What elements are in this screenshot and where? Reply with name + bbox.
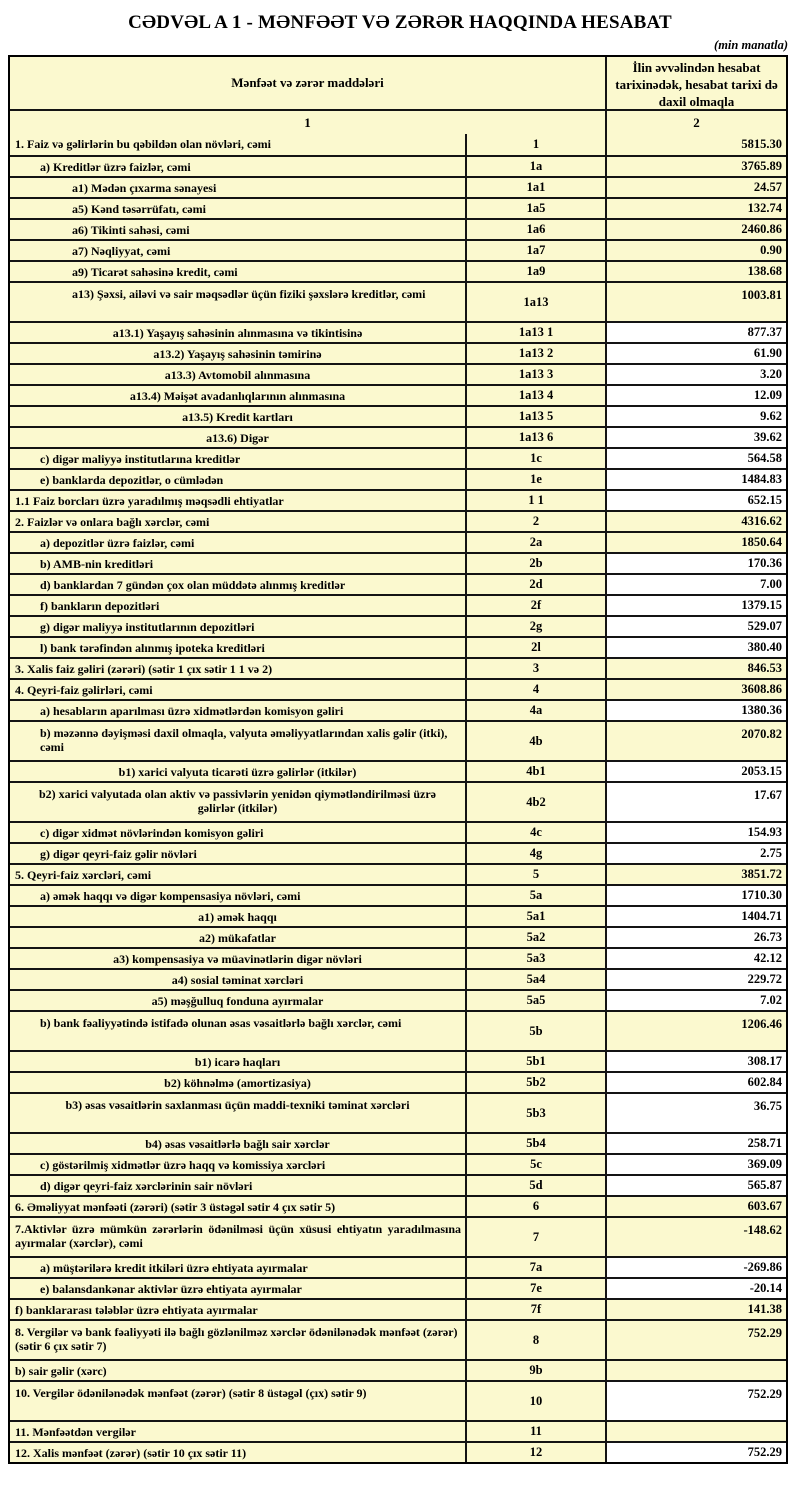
table-row [10, 1010, 786, 1050]
table-row [10, 260, 786, 281]
row-code-cell: 1a5 [465, 199, 605, 218]
table-row [10, 531, 786, 552]
row-code-cell: 7e [465, 1279, 605, 1298]
table-row [10, 321, 786, 342]
row-value-cell: 24.57 [605, 178, 786, 197]
table-row [10, 1380, 786, 1420]
row-label-cell: b) sair gəlir (xərc) [10, 1361, 465, 1380]
table-row [10, 134, 786, 155]
row-label-cell: a9) Ticarət sahəsinə kredit, cəmi [10, 262, 465, 281]
row-label-cell: c) göstərilmiş xidmətlər üzrə haqq və komissiya xərcləri [10, 1155, 465, 1174]
row-code-cell: 1a13 2 [465, 344, 605, 363]
table-row [10, 821, 786, 842]
row-label-cell: a3) kompensasiya və müavinətlərin digər növləri [10, 949, 465, 968]
row-label-cell: a6) Tikinti sahəsi, cəmi [10, 220, 465, 239]
row-code-cell: 5c [465, 1155, 605, 1174]
table-header-row [10, 57, 786, 109]
row-label-cell: b3) əsas vəsaitlərin saxlanması üçün maddi-texniki təminat xərcləri [10, 1094, 465, 1132]
row-label-cell: 6. Əməliyyat mənfəəti (zərəri) (sətir 3 üstəgəl sətir 4 çıx sətir 5) [10, 1197, 465, 1216]
row-label-cell: a13) Şəxsi, ailəvi və sair məqsədlər üçün fiziki şəxslərə kreditlər, cəmi [10, 283, 465, 321]
row-label-cell: a2) mükafatlar [10, 928, 465, 947]
row-value-cell: 877.37 [605, 323, 786, 342]
row-code-cell: 2l [465, 638, 605, 657]
row-value-cell [605, 1422, 786, 1441]
table-row [10, 1195, 786, 1216]
row-label-cell: d) banklardan 7 gündən çox olan müddətə alınmış kreditlər [10, 575, 465, 594]
row-value-cell: 2.75 [605, 844, 786, 863]
row-code-cell: 2g [465, 617, 605, 636]
row-code-cell: 4a [465, 701, 605, 720]
row-code-cell: 8 [465, 1321, 605, 1359]
row-label-cell: g) digər qeyri-faiz gəlir növləri [10, 844, 465, 863]
table-column-number-row [10, 109, 786, 134]
row-code-cell: 1c [465, 449, 605, 468]
row-code-cell: 5d [465, 1176, 605, 1195]
row-label-cell: b) bank fəaliyyətində istifadə olunan əsas vəsaitlərlə bağlı xərclər, cəmi [10, 1012, 465, 1050]
row-code-cell: 4c [465, 823, 605, 842]
row-value-cell: 380.40 [605, 638, 786, 657]
row-code-cell: 1a13 3 [465, 365, 605, 384]
row-label-cell: a) müştərilərə kredit itkiləri üzrə ehtiyata ayırmalar [10, 1258, 465, 1277]
row-value-cell: 2053.15 [605, 762, 786, 781]
table-row [10, 363, 786, 384]
unit-note: (min manatla) [714, 38, 788, 52]
row-value-cell: 565.87 [605, 1176, 786, 1195]
row-value-cell: 138.68 [605, 262, 786, 281]
table-row [10, 760, 786, 781]
row-code-cell: 5b2 [465, 1073, 605, 1092]
row-value-cell: 26.73 [605, 928, 786, 947]
row-value-cell: 154.93 [605, 823, 786, 842]
table-row [10, 657, 786, 678]
row-label-cell: c) digər maliyyə institutlarına kreditlər [10, 449, 465, 468]
row-code-cell: 2f [465, 596, 605, 615]
table-row [10, 1256, 786, 1277]
table-row [10, 239, 786, 260]
row-label-cell: e) banklarda depozitlər, o cümlədən [10, 470, 465, 489]
table-row [10, 1298, 786, 1319]
row-value-cell: 3765.89 [605, 157, 786, 176]
row-value-cell: 846.53 [605, 659, 786, 678]
row-value-cell: 1850.64 [605, 533, 786, 552]
row-code-cell: 1 1 [465, 491, 605, 510]
row-code-cell: 2b [465, 554, 605, 573]
row-code-cell: 1 [465, 134, 605, 155]
row-value-cell: 61.90 [605, 344, 786, 363]
row-label-cell: f) banklararası tələblər üzrə ehtiyata ayırmalar [10, 1300, 465, 1319]
row-value-cell: 752.29 [605, 1321, 786, 1359]
row-code-cell: 7 [465, 1218, 605, 1256]
row-label-cell: 1. Faiz və gəlirlərin bu qəbildən olan növləri, cəmi [10, 134, 465, 155]
table-row [10, 489, 786, 510]
row-value-cell: 0.90 [605, 241, 786, 260]
row-label-cell: 7.Aktivlər üzrə mümkün zərərlərin ödənilməsi üçün xüsusi ehtiyatın yaradılmasına ayırmalar (xərclər), cəmi [10, 1218, 465, 1256]
table-row [10, 1174, 786, 1195]
row-code-cell: 1a13 [465, 283, 605, 321]
table-row [10, 155, 786, 176]
table-row [10, 342, 786, 363]
row-code-cell: 2a [465, 533, 605, 552]
table-row [10, 218, 786, 239]
row-label-cell: g) digər maliyyə institutlarının depozitləri [10, 617, 465, 636]
table-row [10, 197, 786, 218]
row-value-cell: 564.58 [605, 449, 786, 468]
row-value-cell: 3.20 [605, 365, 786, 384]
row-label-cell: a1) Mədən çıxarma sənayesi [10, 178, 465, 197]
row-code-cell: 5b1 [465, 1052, 605, 1071]
row-value-cell: 12.09 [605, 386, 786, 405]
row-label-cell: a5) məşğulluq fonduna ayırmalar [10, 991, 465, 1010]
row-code-cell: 5a3 [465, 949, 605, 968]
table-row [10, 281, 786, 321]
row-value-cell: 1404.71 [605, 907, 786, 926]
row-value-cell: 3608.86 [605, 680, 786, 699]
row-label-cell: b2) köhnəlmə (amortizasiya) [10, 1073, 465, 1092]
table-row [10, 884, 786, 905]
row-code-cell: 10 [465, 1382, 605, 1420]
row-label-cell: 1.1 Faiz borcları üzrə yaradılmış məqsədli ehtiyatlar [10, 491, 465, 510]
row-code-cell: 4b1 [465, 762, 605, 781]
table-body [10, 134, 786, 1462]
row-value-cell: 1003.81 [605, 283, 786, 321]
row-label-cell: 10. Vergilər ödənilənədək mənfəət (zərər) (sətir 8 üstəgəl (çıx) sətir 9) [10, 1382, 465, 1420]
row-code-cell: 5a5 [465, 991, 605, 1010]
row-value-cell: 36.75 [605, 1094, 786, 1132]
table-row [10, 678, 786, 699]
row-label-cell: a13.1) Yaşayış sahəsinin alınmasına və tikintisinə [10, 323, 465, 342]
row-code-cell: 9b [465, 1361, 605, 1380]
row-value-cell: 2070.82 [605, 722, 786, 760]
table-row [10, 594, 786, 615]
row-value-cell: 7.00 [605, 575, 786, 594]
table-row [10, 989, 786, 1010]
row-label-cell: a1) əmək haqqı [10, 907, 465, 926]
table-row [10, 863, 786, 884]
row-value-cell: 602.84 [605, 1073, 786, 1092]
row-code-cell: 5 [465, 865, 605, 884]
table-row [10, 1441, 786, 1462]
table-row [10, 968, 786, 989]
row-value-cell: 1379.15 [605, 596, 786, 615]
row-value-cell: 1206.46 [605, 1012, 786, 1050]
row-label-cell: b) AMB-nin kreditləri [10, 554, 465, 573]
row-label-cell: 4. Qeyri-faiz gəlirləri, cəmi [10, 680, 465, 699]
table-row [10, 1277, 786, 1298]
row-value-cell: -20.14 [605, 1279, 786, 1298]
row-value-cell: 229.72 [605, 970, 786, 989]
row-code-cell: 5b4 [465, 1134, 605, 1153]
table-row [10, 573, 786, 594]
table-row [10, 1420, 786, 1441]
row-label-cell: b1) icarə haqları [10, 1052, 465, 1071]
row-label-cell: 5. Qeyri-faiz xərcləri, cəmi [10, 865, 465, 884]
row-value-cell: 1380.36 [605, 701, 786, 720]
row-value-cell: 9.62 [605, 407, 786, 426]
row-label-cell: e) balansdankənar aktivlər üzrə ehtiyata ayırmalar [10, 1279, 465, 1298]
row-code-cell: 1a1 [465, 178, 605, 197]
row-value-cell: 3851.72 [605, 865, 786, 884]
row-code-cell: 4b [465, 722, 605, 760]
row-value-cell: 258.71 [605, 1134, 786, 1153]
row-value-cell: 4316.62 [605, 512, 786, 531]
row-code-cell: 2 [465, 512, 605, 531]
table-row [10, 720, 786, 760]
row-value-cell: 308.17 [605, 1052, 786, 1071]
table-row [10, 1216, 786, 1256]
table-row [10, 905, 786, 926]
row-code-cell: 5b3 [465, 1094, 605, 1132]
row-label-cell: a) əmək haqqı və digər kompensasiya növləri, cəmi [10, 886, 465, 905]
row-label-cell: 12. Xalis mənfəət (zərər) (sətir 10 çıx sətir 11) [10, 1443, 465, 1462]
row-code-cell: 1a13 6 [465, 428, 605, 447]
row-label-cell: d) digər qeyri-faiz xərclərinin sair növləri [10, 1176, 465, 1195]
row-value-cell: 42.12 [605, 949, 786, 968]
row-code-cell: 4b2 [465, 783, 605, 821]
page-title: CƏDVƏL A 1 - MƏNFƏƏT VƏ ZƏRƏR HAQQINDA HESABAT [128, 12, 672, 33]
table-row [10, 1319, 786, 1359]
column-number-1: 1 [10, 111, 605, 134]
row-code-cell: 3 [465, 659, 605, 678]
header-period-column: İlin əvvəlindən hesabat tarixinədək, hesabat tarixi də daxil olmaqla [605, 57, 786, 109]
row-label-cell: a) Kreditlər üzrə faizlər, cəmi [10, 157, 465, 176]
table-row [10, 405, 786, 426]
row-label-cell: 3. Xalis faiz gəliri (zərəri) (sətir 1 çıx sətir 1 1 və 2) [10, 659, 465, 678]
row-label-cell: a) hesabların aparılması üzrə xidmətlərdən komisyon gəliri [10, 701, 465, 720]
row-label-cell: a7) Nəqliyyat, cəmi [10, 241, 465, 260]
row-value-cell: -269.86 [605, 1258, 786, 1277]
row-code-cell: 11 [465, 1422, 605, 1441]
table-row [10, 947, 786, 968]
row-code-cell: 7f [465, 1300, 605, 1319]
row-code-cell: 1a13 1 [465, 323, 605, 342]
table-row [10, 426, 786, 447]
row-label-cell: a5) Kənd təsərrüfatı, cəmi [10, 199, 465, 218]
row-code-cell: 1e [465, 470, 605, 489]
table-row [10, 1071, 786, 1092]
header-items-column: Mənfəət və zərər maddələri [10, 57, 605, 109]
row-code-cell: 1a9 [465, 262, 605, 281]
row-code-cell: 5a1 [465, 907, 605, 926]
table-row [10, 1359, 786, 1380]
row-value-cell: 1484.83 [605, 470, 786, 489]
row-code-cell: 1a [465, 157, 605, 176]
row-code-cell: 1a7 [465, 241, 605, 260]
row-value-cell: 17.67 [605, 783, 786, 821]
row-code-cell: 1a6 [465, 220, 605, 239]
table-row [10, 176, 786, 197]
row-code-cell: 4 [465, 680, 605, 699]
table-row [10, 636, 786, 657]
row-value-cell: 170.36 [605, 554, 786, 573]
table-row [10, 781, 786, 821]
row-label-cell: b) məzənnə dəyişməsi daxil olmaqla, valyuta əməliyyatlarından xalis gəlir (itki), cəmi [10, 722, 465, 760]
row-value-cell: 1710.30 [605, 886, 786, 905]
row-code-cell: 5a [465, 886, 605, 905]
row-code-cell: 5a2 [465, 928, 605, 947]
row-label-cell: 8. Vergilər və bank fəaliyyəti ilə bağlı gözlənilməz xərclər ödənilənədək mənfəət (zərər) (sətir 6 çıx sətir 7) [10, 1321, 465, 1359]
row-code-cell: 5b [465, 1012, 605, 1050]
row-label-cell: 2. Faizlər və onlara bağlı xərclər, cəmi [10, 512, 465, 531]
column-number-2: 2 [605, 111, 786, 134]
row-label-cell: a13.3) Avtomobil alınmasına [10, 365, 465, 384]
row-value-cell: 2460.86 [605, 220, 786, 239]
row-code-cell: 1a13 5 [465, 407, 605, 426]
table-row [10, 447, 786, 468]
table-row [10, 552, 786, 573]
table-row [10, 1153, 786, 1174]
row-label-cell: a4) sosial təminat xərcləri [10, 970, 465, 989]
table-row [10, 468, 786, 489]
table-row [10, 1132, 786, 1153]
row-label-cell: l) bank tərəfindən alınmış ipoteka kreditləri [10, 638, 465, 657]
row-value-cell: 603.67 [605, 1197, 786, 1216]
row-code-cell: 4g [465, 844, 605, 863]
row-code-cell: 7a [465, 1258, 605, 1277]
row-label-cell: a13.2) Yaşayış sahəsinin təmirinə [10, 344, 465, 363]
row-label-cell: b2) xarici valyutada olan aktiv və passivlərin yenidən qiymətləndirilməsi üzrə gəlirlər (itkilər) [10, 783, 465, 821]
row-value-cell: 39.62 [605, 428, 786, 447]
row-code-cell: 12 [465, 1443, 605, 1462]
row-value-cell: 752.29 [605, 1382, 786, 1420]
row-value-cell: 752.29 [605, 1443, 786, 1462]
row-label-cell: a13.6) Digər [10, 428, 465, 447]
table-row [10, 1050, 786, 1071]
table-row [10, 926, 786, 947]
row-label-cell: b1) xarici valyuta ticarəti üzrə gəlirlər (itkilər) [10, 762, 465, 781]
row-value-cell: 141.38 [605, 1300, 786, 1319]
row-value-cell: 132.74 [605, 199, 786, 218]
row-value-cell [605, 1361, 786, 1380]
row-label-cell: a13.5) Kredit kartları [10, 407, 465, 426]
table-row [10, 384, 786, 405]
row-value-cell: 652.15 [605, 491, 786, 510]
row-value-cell: 7.02 [605, 991, 786, 1010]
row-label-cell: a) depozitlər üzrə faizlər, cəmi [10, 533, 465, 552]
row-code-cell: 2d [465, 575, 605, 594]
table-row [10, 510, 786, 531]
row-code-cell: 6 [465, 1197, 605, 1216]
row-value-cell: -148.62 [605, 1218, 786, 1256]
row-label-cell: f) bankların depozitləri [10, 596, 465, 615]
profit-loss-table [8, 55, 788, 1464]
table-row [10, 842, 786, 863]
table-row [10, 615, 786, 636]
table-row [10, 1092, 786, 1132]
table-row [10, 699, 786, 720]
row-code-cell: 5a4 [465, 970, 605, 989]
row-label-cell: c) digər xidmət növlərindən komisyon gəliri [10, 823, 465, 842]
row-value-cell: 5815.30 [605, 134, 786, 155]
row-value-cell: 369.09 [605, 1155, 786, 1174]
row-code-cell: 1a13 4 [465, 386, 605, 405]
row-label-cell: b4) əsas vəsaitlərlə bağlı sair xərclər [10, 1134, 465, 1153]
row-value-cell: 529.07 [605, 617, 786, 636]
row-label-cell: a13.4) Məişət avadanlıqlarının alınmasına [10, 386, 465, 405]
row-label-cell: 11. Mənfəətdən vergilər [10, 1422, 465, 1441]
